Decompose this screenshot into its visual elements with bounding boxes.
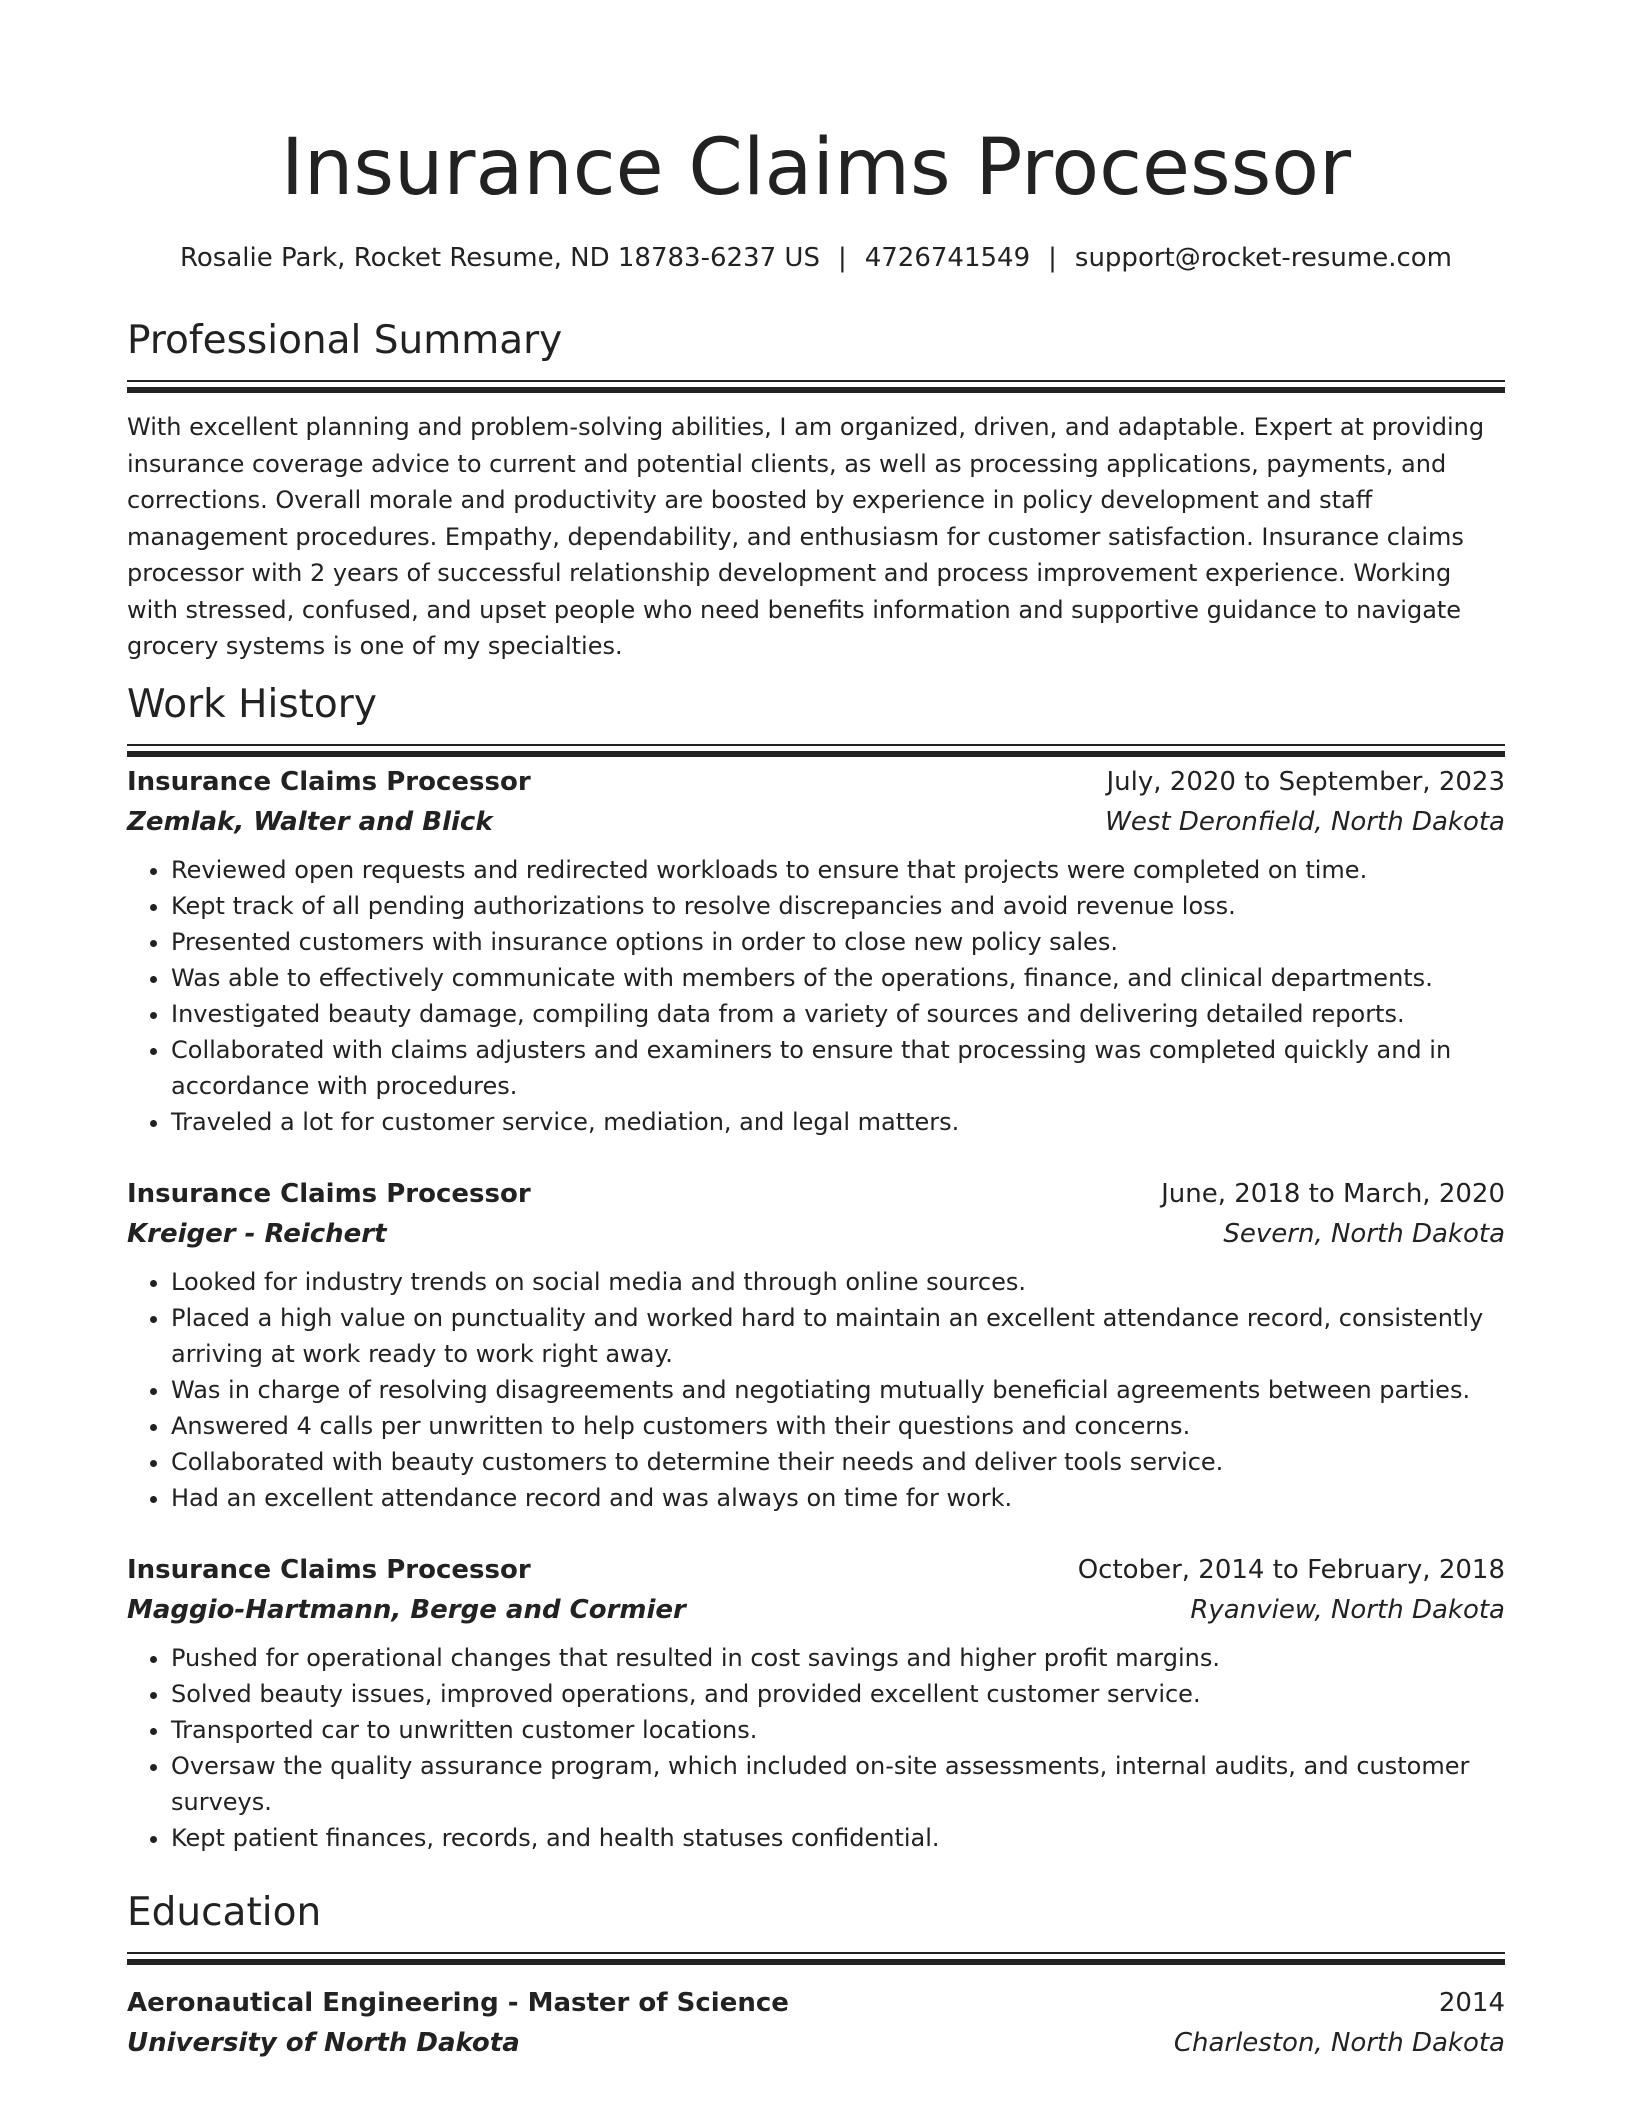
contact-line: [127, 240, 1505, 276]
job-bullets: [127, 1264, 1505, 1516]
job-subheader: [127, 1590, 1505, 1630]
list-item: • Was able to effectively communicate with members of the operations, finance, and clinical departments.: [171, 960, 1505, 996]
education-section: [127, 1888, 1505, 2063]
education-entry: [127, 1983, 1505, 2063]
education-heading: Education: [127, 1890, 322, 1935]
list-item: • Answered 4 calls per unwritten to help customers with their questions and concerns.: [171, 1408, 1505, 1444]
education-header: [127, 1983, 1505, 2023]
job-dates: October, 2014 to February, 2018: [1077, 1555, 1505, 1585]
list-item: • Oversaw the quality assurance program, which included on-site assessments, internal audits, and customer surveys.: [171, 1748, 1505, 1820]
job-company: Zemlak, Walter and Blick: [127, 807, 493, 837]
job-location: West Deronfield, North Dakota: [1105, 807, 1505, 837]
job-title: Insurance Claims Processor: [127, 767, 531, 797]
list-item: • Was in charge of resolving disagreements and negotiating mutually beneficial agreements between parties.: [171, 1372, 1505, 1408]
summary-text: With excellent planning and problem-solving abilities, I am organized, driven, and adaptable. Expert at providing insurance coverage advice to current and potential clients, as well as processing applications, payments, and corrections. Overall morale and productivity are boosted by experience in policy development and staff management procedures. Empathy, dependability, and enthusiasm for customer satisfaction. Insurance claims processor with 2 years of successful relationship development and process improvement experience. Working with stressed, confused, and upset people who need benefits information and supportive guidance to navigate grocery systems is one of my specialties.: [127, 413, 1485, 660]
contact-email[interactable]: support@rocket-resume.com: [1074, 243, 1453, 273]
work-heading: Work History: [127, 682, 377, 727]
section-divider: [127, 380, 1505, 382]
job-header: [127, 1550, 1505, 1590]
section-divider-thick: [127, 387, 1505, 393]
job-header: [127, 762, 1505, 802]
education-subheader: [127, 2023, 1505, 2063]
education-location: Charleston, North Dakota: [1173, 2028, 1505, 2058]
resume-title: Insurance Claims Processor: [280, 123, 1352, 213]
contact-address: Rosalie Park, Rocket Resume, ND 18783-6237 US: [179, 243, 820, 273]
list-item: • Placed a high value on punctuality and worked hard to maintain an excellent attendance record, consistently arriving at work ready to work right away.: [171, 1300, 1505, 1372]
education-degree: Aeronautical Engineering - Master of Science: [127, 1988, 789, 2018]
job-header: [127, 1174, 1505, 1214]
contact-phone: 4726741549: [864, 243, 1031, 273]
list-item: • Presented customers with insurance options in order to close new policy sales.: [171, 924, 1505, 960]
job-entry: [127, 1174, 1505, 1516]
job-bullets: [127, 1640, 1505, 1856]
job-dates: June, 2018 to March, 2020: [1161, 1179, 1505, 1209]
list-item: • Had an excellent attendance record and was always on time for work.: [171, 1480, 1505, 1516]
list-item: • Investigated beauty damage, compiling data from a variety of sources and delivering detailed reports.: [171, 996, 1505, 1032]
job-subheader: [127, 1214, 1505, 1254]
section-divider-thick: [127, 1959, 1505, 1965]
list-item: • Reviewed open requests and redirected workloads to ensure that projects were completed on time.: [171, 852, 1505, 888]
list-item: • Kept patient finances, records, and health statuses confidential.: [171, 1820, 1505, 1856]
job-location: Severn, North Dakota: [1223, 1219, 1505, 1249]
job-title: Insurance Claims Processor: [127, 1555, 531, 1585]
job-company: Maggio-Hartmann, Berge and Cormier: [127, 1595, 686, 1625]
section-divider: [127, 744, 1505, 746]
job-title: Insurance Claims Processor: [127, 1179, 531, 1209]
education-school: University of North Dakota: [127, 2028, 520, 2058]
contact-separator: |: [837, 243, 847, 273]
list-item: • Kept track of all pending authorizations to resolve discrepancies and avoid revenue loss.: [171, 888, 1505, 924]
list-item: • Traveled a lot for customer service, mediation, and legal matters.: [171, 1104, 1505, 1140]
section-divider-thick: [127, 751, 1505, 757]
job-entry: [127, 762, 1505, 1140]
list-item: • Solved beauty issues, improved operations, and provided excellent customer service.: [171, 1676, 1505, 1712]
job-bullets: [127, 852, 1505, 1140]
contact-separator: |: [1048, 243, 1057, 273]
list-item: • Collaborated with claims adjusters and examiners to ensure that processing was completed quickly and in accordance with procedures.: [171, 1032, 1505, 1104]
summary-heading: Professional Summary: [127, 318, 563, 363]
education-year: 2014: [1438, 1988, 1505, 2018]
list-item: • Collaborated with beauty customers to determine their needs and deliver tools service.: [171, 1444, 1505, 1480]
job-dates: July, 2020 to September, 2023: [1106, 767, 1505, 797]
list-item: • Pushed for operational changes that resulted in cost savings and higher profit margins.: [171, 1640, 1505, 1676]
summary-section: [127, 316, 1505, 665]
list-item: • Looked for industry trends on social media and through online sources.: [171, 1264, 1505, 1300]
job-entry: [127, 1550, 1505, 1856]
section-divider: [127, 1952, 1505, 1954]
work-section: [127, 680, 1505, 757]
job-subheader: [127, 802, 1505, 842]
job-company: Kreiger - Reichert: [127, 1219, 387, 1249]
job-location: Ryanview, North Dakota: [1190, 1595, 1505, 1625]
list-item: • Transported car to unwritten customer locations.: [171, 1712, 1505, 1748]
